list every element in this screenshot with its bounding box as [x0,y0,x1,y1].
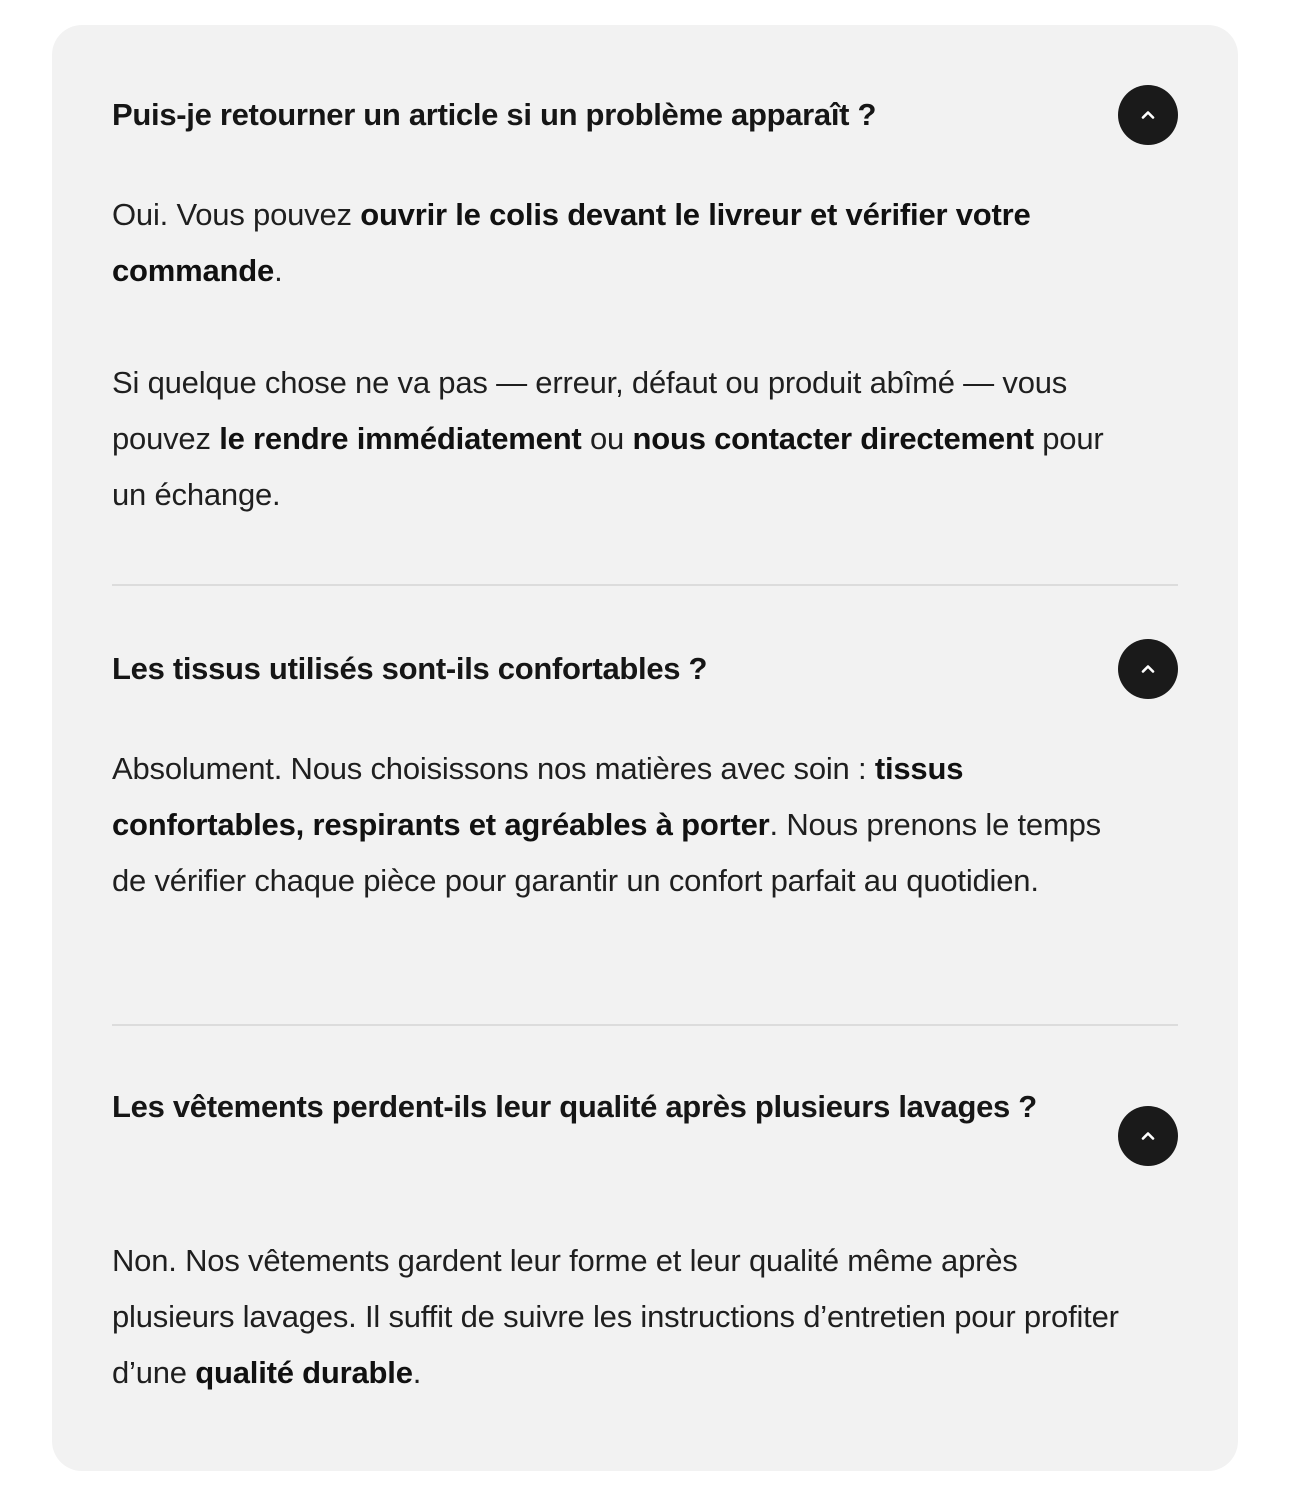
faq-card [52,25,1238,1471]
answer-bold-text: qualité durable [195,1355,413,1390]
faq-answer [112,187,1122,523]
divider [112,584,1178,586]
answer-bold-text: ouvrir le colis devant le livreur et vérifier votre commande [112,197,1031,288]
faq-toggle-button[interactable] [1118,639,1178,699]
faq-question: Puis-je retourner un article si un problème apparaît ? [112,97,877,132]
answer-text: Non. Nos vêtements gardent leur forme et leur qualité même après plusieurs lavages. Il suffit de suivre les instructions d’entretien pour profiter d’une [112,1243,1119,1390]
answer-paragraph [112,187,1122,299]
answer-bold-text: nous contacter directement [632,421,1034,456]
faq-toggle-button[interactable] [1118,1106,1178,1166]
faq-question: Les tissus utilisés sont-ils confortables ? [112,651,708,686]
answer-text: pour un échange. [112,421,1104,512]
answer-text: Absolument. Nous choisissons nos matières avec soin : [112,751,875,786]
faq-answer [112,741,1122,909]
answer-text: Oui. Vous pouvez [112,197,361,232]
answer-text: . [412,1355,422,1390]
answer-paragraph [112,1233,1122,1401]
divider [112,1024,1178,1026]
answer-paragraph [112,355,1122,523]
faq-question: Les vêtements perdent-ils leur qualité après plusieurs lavages ? [112,1089,1037,1124]
answer-text: ou [581,421,633,456]
answer-text: Si quelque chose ne va pas — erreur, défaut ou produit abîmé — vous pouvez [112,365,1068,456]
faq-answer [112,1233,1122,1401]
answer-text: . [274,253,283,288]
chevron-up-icon [1140,107,1156,123]
faq-toggle-button[interactable] [1118,85,1178,145]
answer-bold-text: le rendre immédiatement [219,421,582,456]
answer-bold-text: tissus confortables, respirants et agréables à porter [112,751,964,842]
answer-paragraph [112,741,1122,909]
chevron-up-icon [1140,661,1156,677]
chevron-up-icon [1140,1128,1156,1144]
answer-text: . Nous prenons le temps de vérifier chaque pièce pour garantir un confort parfait au quotidien. [112,807,1101,898]
